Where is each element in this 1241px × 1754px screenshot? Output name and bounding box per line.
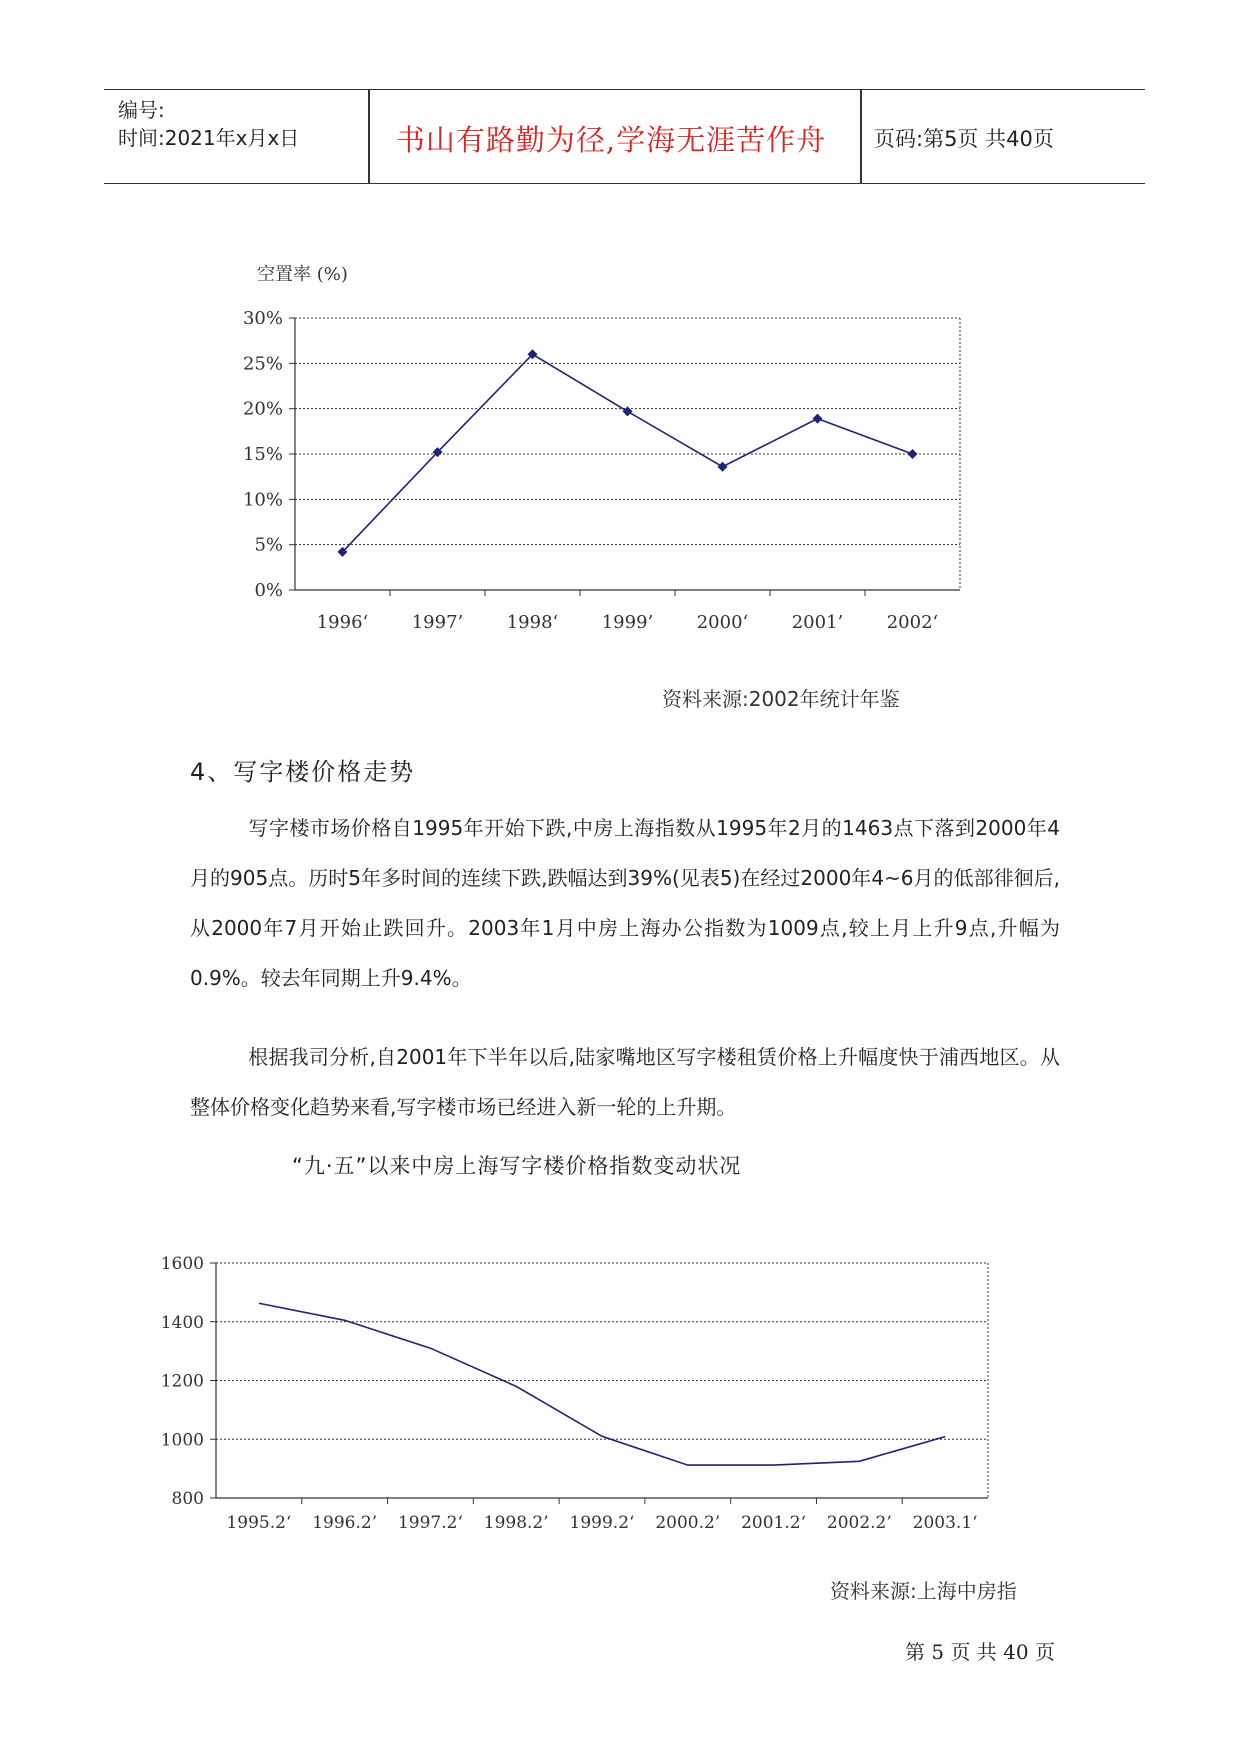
y-tick-label: 1200 <box>160 1371 204 1392</box>
x-tick-label: 1997.2‘ <box>397 1513 463 1533</box>
x-tick-label: 1999’ <box>601 612 654 633</box>
y-tick-label: 15% <box>242 444 283 465</box>
x-tick-label: 2001’ <box>791 612 844 633</box>
chart2-caption: “九·五”以来中房上海写字楼价格指数变动状况 <box>292 1154 742 1178</box>
x-tick-label: 1996.2’ <box>312 1513 378 1533</box>
header-divider <box>860 90 862 183</box>
x-tick-label: 1996‘ <box>316 612 369 633</box>
y-tick-label: 1600 <box>160 1254 204 1274</box>
paragraph <box>190 803 1060 1003</box>
x-tick-label: 1999.2‘ <box>569 1513 635 1533</box>
y-tick-label: 25% <box>242 353 283 375</box>
series-line <box>343 354 913 552</box>
office-price-index-chart <box>150 1245 1070 1545</box>
y-tick-label: 1400 <box>160 1312 204 1333</box>
x-tick-label: 2003.1‘ <box>912 1513 978 1533</box>
y-tick-label: 10% <box>242 489 283 511</box>
vacancy-rate-chart <box>230 250 990 650</box>
chart1-source: 资料来源:2002年统计年鉴 <box>662 687 900 711</box>
page-footer: 第 5 页 共 40 页 <box>905 1640 1055 1664</box>
series-line <box>259 1303 945 1465</box>
data-point <box>718 462 728 472</box>
x-tick-label: 1995.2‘ <box>226 1513 292 1533</box>
x-tick-label: 2001.2‘ <box>741 1513 807 1533</box>
y-tick-label: 5% <box>254 534 283 556</box>
header-motto: 书山有路勤为径,学海无涯苦作舟 <box>395 123 827 157</box>
y-tick-label: 0% <box>254 580 283 601</box>
paragraph <box>190 1032 1060 1132</box>
data-point <box>908 449 918 459</box>
x-tick-label: 1997’ <box>411 612 464 633</box>
paragraph-text: 写字楼市场价格自1995年开始下跌,中房上海指数从1995年2月的1463点下落到2000年4月的905点。历时5年多时间的连续下跌,跌幅达到39%(见表5)在经过2000年4~6月的低部徘徊后,从2000年7月开始止跌回升。2003年1月中房上海办公指数为1009点,较上月上升9点,升幅为0.9%。较去年同期上升9.4%。 <box>190 816 1060 990</box>
paragraph-text: 根据我司分析,自2001年下半年以后,陆家嘴地区写字楼租赁价格上升幅度快于浦西地区。从整体价格变化趋势来看,写字楼市场已经进入新一轮的上升期。 <box>190 1045 1060 1119</box>
data-point <box>623 406 633 416</box>
document-number-label: 编号: <box>118 98 165 122</box>
x-tick-label: 1998.2’ <box>483 1513 549 1533</box>
x-tick-label: 2002.2’ <box>826 1513 892 1533</box>
x-tick-label: 1998‘ <box>506 612 559 633</box>
header-meta <box>118 96 299 152</box>
y-axis-label: 空置率 (%) <box>257 264 348 285</box>
document-time-label: 时间:2021年x月x日 <box>118 126 300 150</box>
x-tick-label: 2000‘ <box>696 612 749 633</box>
x-tick-label: 2000.2’ <box>655 1513 721 1533</box>
header-page-info: 页码:第5页 共40页 <box>874 127 1054 151</box>
chart2-source: 资料来源:上海中房指 <box>830 1579 1017 1603</box>
section-title: 4、写字楼价格走势 <box>190 758 416 786</box>
page-header <box>104 89 1145 184</box>
x-tick-label: 2002‘ <box>886 612 939 633</box>
y-tick-label: 20% <box>242 398 283 420</box>
y-tick-label: 1000 <box>160 1430 204 1451</box>
y-tick-label: 30% <box>242 308 283 329</box>
data-point <box>813 414 823 424</box>
y-tick-label: 800 <box>171 1489 204 1509</box>
